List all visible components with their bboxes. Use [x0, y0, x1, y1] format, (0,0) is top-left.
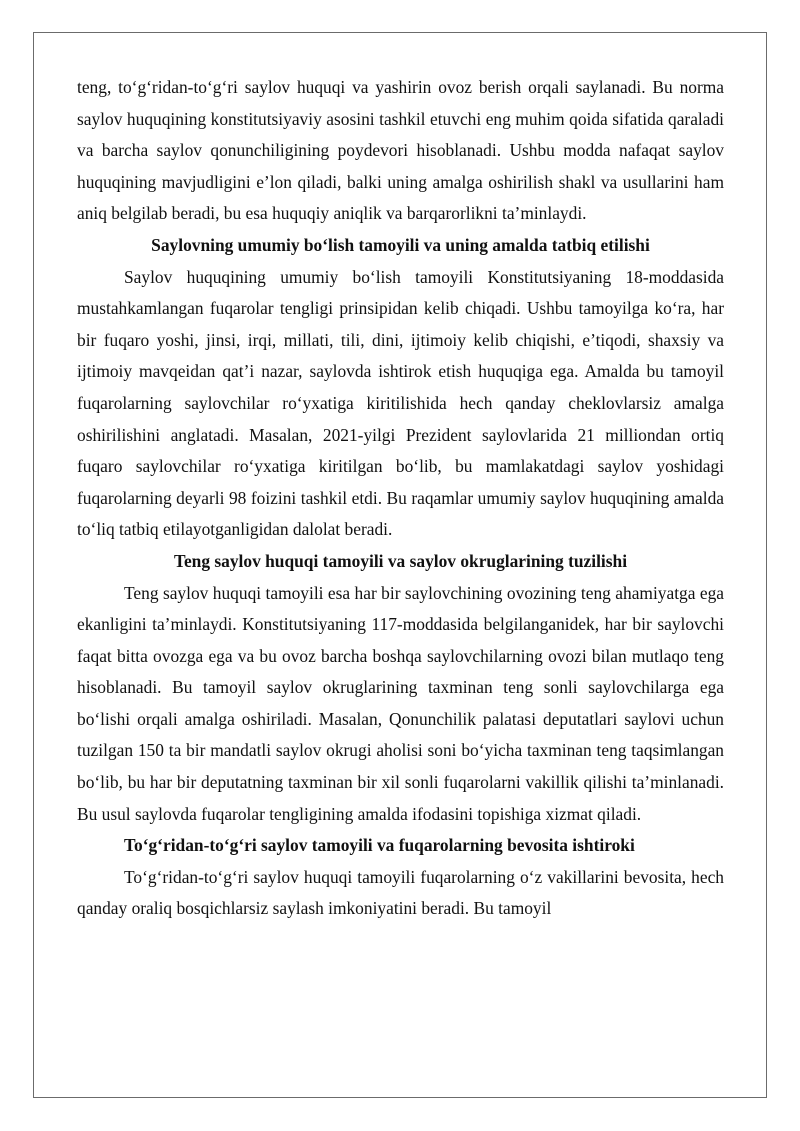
paragraph-continuation: teng, to‘g‘ridan-to‘g‘ri saylov huquqi va yashirin ovoz berish orqali saylanadi. Bu norma saylov huquqining konstitutsiyaviy asosini tashkil etuvchi eng muhim qoida sifatida qaraladi va barcha saylov qonunchiligining poydevori hisoblanadi. Ushbu modda nafaqat saylov huquqining mavjudligini e’lon qiladi, balki uning amalga oshirilish shakl va usullarini ham aniq belgilab beradi, bu esa huquqiy aniqlik va barqarorlikni ta’minlaydi.: [77, 77, 724, 224]
section-heading-universal-suffrage: Saylovning umumiy bo‘lish tamoyili va uning amalda tatbiq etilishi: [151, 234, 650, 255]
paragraph-universal-suffrage: Saylov huquqining umumiy bo‘lish tamoyili Konstitutsiyaning 18-moddasida mustahkamlangan fuqarolar tengligi prinsipidan kelib chiqadi. Ushbu tamoyilga ko‘ra, har bir fuqaro yoshi, jinsi, irqi, millati, tili, dini, ijtimoiy kelib chiqishi, e’tiqodi, shaxsiy va ijtimoiy mavqeidan qat’i nazar, saylovda ishtirok etish huquqiga ega. Amalda bu tamoyil fuqarolarning saylovchilar ro‘yxatiga kiritilishida hech qanday cheklovlarsiz amalga oshirilishini anglatadi. Masalan, 2021-yilgi Prezident saylovlarida 21 milliondan ortiq fuqaro saylovchilar ro‘yxatiga kiritilgan bo‘lib, bu mamlakatdagi saylov yoshidagi fuqarolarning deyarli 98 foizini tashkil etdi. Bu raqamlar umumiy saylov huquqining amalda to‘liq tatbiq etilayotganligidan dalolat beradi.: [77, 266, 724, 540]
document-body: [77, 72, 724, 925]
paragraph-direct-suffrage: To‘g‘ridan-to‘g‘ri saylov huquqi tamoyili fuqarolarning o‘z vakillarini bevosita, hech qanday oraliq bosqichlarsiz saylash imkoniyatini beradi. Bu tamoyil: [77, 866, 724, 919]
paragraph-equal-suffrage: Teng saylov huquqi tamoyili esa har bir saylovchining ovozining teng ahamiyatga ega ekanligini ta’minlaydi. Konstitutsiyaning 117-moddasida belgilanganidek, har bir saylovchi faqat bitta ovozga ega va bu ovoz barcha boshqa saylovchilarning ovozi bilan mutlaqo teng hisoblanadi. Bu tamoyil saylov okruglarining taxminan teng sonli saylovchilarga ega bo‘lishi orqali amalga oshiriladi. Masalan, Qonunchilik palatasi deputatlari saylovi uchun tuzilgan 150 ta bir mandatli saylov okrugi aholisi soni bo‘yicha taxminan teng taqsimlangan bo‘lib, bu har bir deputatning taxminan bir xil sonli fuqarolarni vakillik qilishi ta’minlanadi. Bu usul saylovda fuqarolar tengligining amalda ifodasini topishiga xizmat qiladi.: [77, 582, 724, 824]
section-heading-direct-suffrage: To‘g‘ridan-to‘g‘ri saylov tamoyili va fuqarolarning bevosita ishtiroki: [124, 835, 635, 856]
section-heading-equal-suffrage: Teng saylov huquqi tamoyili va saylov okruglarining tuzilishi: [173, 550, 628, 571]
